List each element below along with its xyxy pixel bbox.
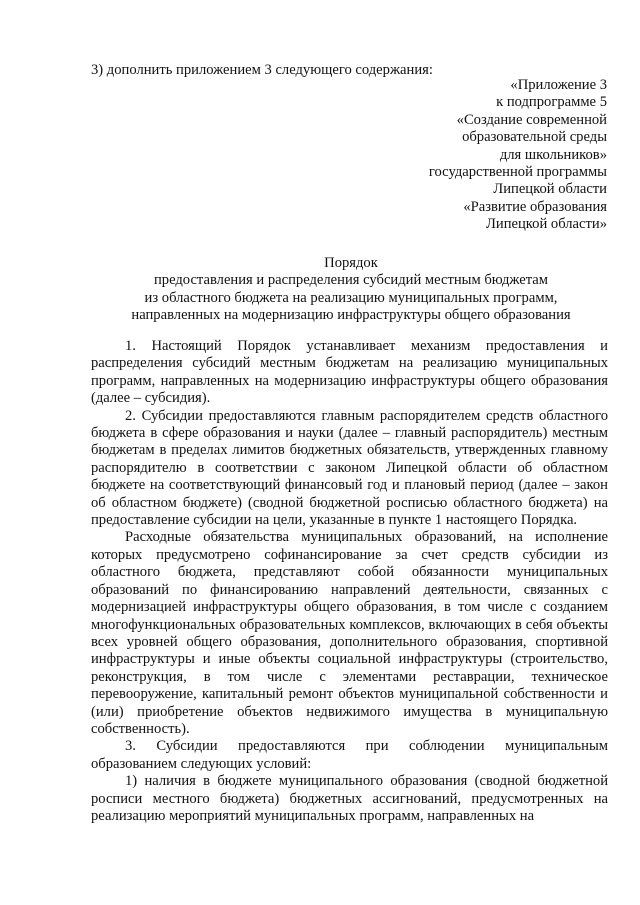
document-body xyxy=(91,338,608,825)
appendix-line: «Развитие образования xyxy=(463,198,607,215)
title-line: Порядок xyxy=(324,255,378,271)
title-line: предоставления и распределения субсидий местным бюджетам xyxy=(153,272,549,289)
appendix-line: Липецкой области» xyxy=(486,216,607,233)
paragraph: 3. Субсидии предоставляются при соблюдении муниципальным образованием следующих условий: xyxy=(91,738,608,772)
appendix-line: образовательной среды xyxy=(462,129,607,146)
title-line: направленных на модернизацию инфраструктуры общего образования xyxy=(131,307,571,324)
paragraph: 1) наличия в бюджете муниципального образования (сводной бюджетной росписи местного бюджета) бюджетных ассигнований, предусмотренных на реализацию мероприятий муниципальных программ, направленных на xyxy=(91,773,608,824)
appendix-line: к подпрограмме 5 xyxy=(496,94,607,111)
appendix-header xyxy=(429,77,607,234)
title-line: из областного бюджета на реализацию муниципальных программ, xyxy=(144,289,558,306)
intro-line: 3) дополнить приложением 3 следующего содержания: xyxy=(91,62,433,78)
appendix-line: «Приложение 3 xyxy=(510,77,607,93)
appendix-line: для школьников» xyxy=(499,146,607,163)
paragraph: 2. Субсидии предоставляются главным распорядителем средств областного бюджета в сфере образования и науки (далее – главный распорядитель) местным бюджетам в пределах лимитов бюджетных обязательств, утвержденных главному распорядителю в соответствии с законом Липецкой области об областном бюджете на соответствующий финансовый год и плановый период (далее – закон об областном бюджете) (сводной бюджетной росписью областного бюджета) на предоставление субсидии на цели, указанные в пункте 1 настоящего Порядка. xyxy=(91,407,608,529)
appendix-line: Липецкой области xyxy=(493,181,607,198)
appendix-line: «Создание современной xyxy=(456,111,607,128)
paragraph: 1. Настоящий Порядок устанавливает механизм предоставления и распределения субсидий местным бюджетам на реализацию муниципальных программ, направленных на модернизацию инфраструктуры общего образования (далее – субсидия). xyxy=(91,338,608,407)
appendix-line: государственной программы xyxy=(428,164,607,181)
paragraph: Расходные обязательства муниципальных образований, на исполнение которых предусмотрено софинансирование за счет средств субсидии из областного бюджета, представляют собой обязанности муниципальных образований по финансированию направлений деятельности, связанных с модернизацией инфраструктуры общего образования, в том числе с созданием многофункциональных образовательных комплексов, включающих в себя объекты всех уровней общего образования, дополнительного образования, спортивной инфраструктуры и иные объекты социальной инфраструктуры (строительство, реконструкция, в том числе с элементами реставрации, техническое перевооружение, капитальный ремонт объектов муниципальной собственности и (или) приобретение объектов недвижимого имущества в муниципальную собственность). xyxy=(91,529,608,737)
document-title xyxy=(91,255,611,325)
